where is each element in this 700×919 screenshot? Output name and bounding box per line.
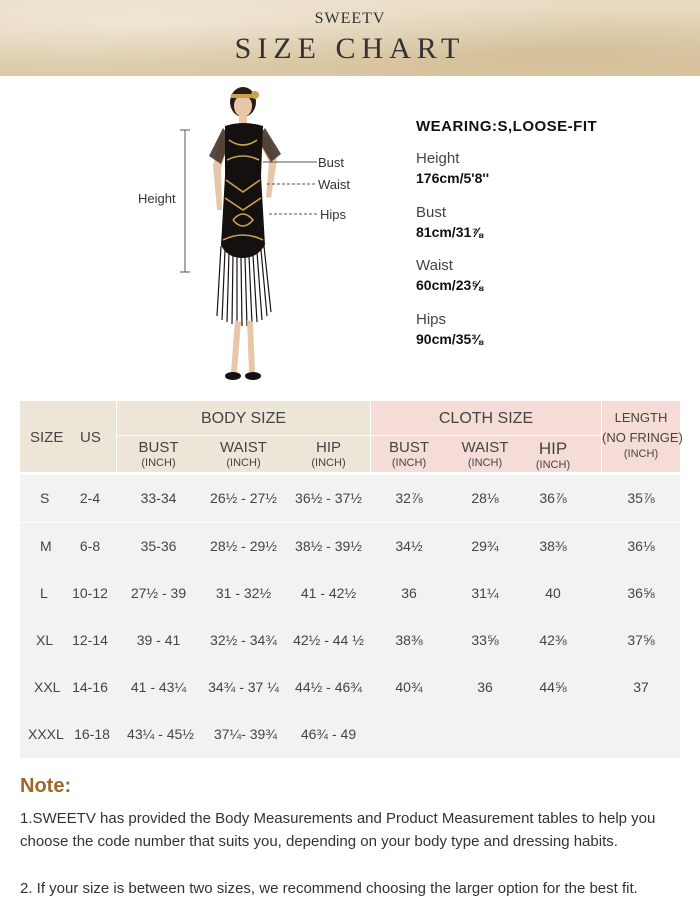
size-cell: S: [40, 490, 50, 506]
measure-lines: [255, 150, 325, 230]
cloth-bust-cell: 34½: [395, 538, 423, 554]
body-waist-cell: 26½ - 27½: [210, 490, 277, 506]
us-cell: 16-18: [74, 726, 110, 742]
cloth-size-header: CLOTH SIZE: [438, 410, 534, 427]
us-cell: 14-16: [72, 679, 108, 695]
body-hip-unit: (INCH): [311, 457, 346, 469]
cloth-hip-header: HIP: [538, 439, 568, 458]
body-bust-header: BUST: [138, 439, 179, 456]
body-waist-cell: 32½ - 34¾: [210, 632, 277, 648]
table-row: [20, 475, 680, 522]
table-row: [20, 570, 680, 617]
size-cell: XXL: [34, 679, 61, 695]
body-waist-header: WAIST: [220, 439, 267, 456]
size-cell: XL: [36, 632, 54, 648]
cloth-waist-cell: 36: [477, 679, 493, 695]
hips-measure-value: 90cm/35⅜: [416, 331, 483, 347]
waist-measure-value: 60cm/23⅝: [416, 277, 483, 293]
cloth-waist-header: WAIST: [461, 439, 509, 456]
table-row: [20, 523, 680, 570]
cloth-waist-unit: (INCH): [467, 457, 503, 469]
length-subheader: (NO FRINGE): [602, 430, 683, 445]
body-bust-cell: 41 - 43¼: [130, 679, 187, 695]
size-cell: M: [40, 538, 52, 554]
brand-name: SWEETV: [314, 10, 386, 27]
body-size-header: BODY SIZE: [200, 410, 287, 427]
us-cell: 12-14: [72, 632, 108, 648]
height-arrow: [178, 128, 192, 274]
wearing-size: WEARING:S,LOOSE-FIT: [416, 118, 598, 135]
body-bust-cell: 33-34: [140, 490, 177, 506]
length-cell: 36⅝: [627, 585, 655, 601]
cloth-waist-cell: 33⅝: [471, 632, 499, 648]
cloth-waist-cell: 29¾: [471, 538, 499, 554]
us-cell: 2-4: [79, 490, 101, 506]
header-banner: [0, 0, 700, 76]
body-bust-cell: 43¼ - 45½: [127, 726, 194, 742]
bust-label: Bust: [318, 155, 345, 170]
cloth-hip-cell: 36⅞: [539, 490, 567, 506]
size-cell: XXXL: [28, 726, 64, 742]
note-paragraph-1: 1.SWEETV has provided the Body Measurements and Product Measurement tables to help you choose the code number that suits you, depending on your body type and dressing habits.: [20, 810, 656, 850]
cloth-hip-cell: 42⅜: [539, 632, 567, 648]
us-column-header: US: [80, 429, 101, 446]
body-hip-cell: 36½ - 37½: [295, 490, 362, 506]
body-hip-cell: 38½ - 39½: [295, 538, 362, 554]
body-hip-header: HIP: [315, 439, 341, 456]
bust-measure-value: 81cm/31⅞: [416, 224, 483, 240]
length-cell: 37⅝: [627, 632, 655, 648]
length-unit: (INCH): [623, 448, 659, 460]
body-bust-unit: (INCH): [141, 457, 176, 469]
cloth-bust-cell: 40¾: [395, 679, 423, 695]
cloth-waist-cell: 31¼: [471, 585, 499, 601]
cloth-waist-cell: 28⅛: [471, 490, 499, 506]
note-paragraph-2: 2. If your size is between two sizes, we recommend choosing the larger option for the best fit.: [20, 880, 638, 897]
waist-label: Waist: [318, 177, 351, 192]
length-cell: 37: [633, 679, 649, 695]
cloth-hip-cell: 40: [545, 585, 561, 601]
height-measure-label: Height: [416, 150, 460, 167]
size-cell: L: [40, 585, 48, 601]
body-hip-cell: 42½ - 44 ½: [293, 632, 364, 648]
body-waist-cell: 34¾ - 37 ¼: [208, 679, 279, 695]
hips-label: Hips: [320, 207, 347, 222]
hips-measure-label: Hips: [416, 311, 447, 328]
us-cell: 10-12: [72, 585, 108, 601]
length-cell: 36⅛: [627, 538, 655, 554]
length-header: LENGTH: [614, 410, 668, 425]
body-hip-cell: 46¾ - 49: [300, 726, 357, 742]
table-row: [20, 711, 680, 758]
body-waist-unit: (INCH): [226, 457, 261, 469]
body-waist-cell: 37¼- 39¾: [213, 726, 278, 742]
us-cell: 6-8: [79, 538, 101, 554]
body-hip-cell: 41 - 42½: [300, 585, 357, 601]
cloth-bust-header: BUST: [388, 439, 429, 456]
waist-measure-label: Waist: [416, 257, 453, 274]
body-hip-cell: 44½ - 46¾: [295, 679, 362, 695]
body-bust-cell: 35-36: [140, 538, 177, 554]
body-bust-cell: 27½ - 39: [130, 585, 187, 601]
page-title: SIZE CHART: [234, 32, 466, 65]
body-waist-cell: 31 - 32½: [215, 585, 272, 601]
body-bust-cell: 39 - 41: [136, 632, 181, 648]
table-row: [20, 617, 680, 664]
body-waist-cell: 28½ - 29½: [210, 538, 277, 554]
table-row: [20, 664, 680, 711]
cloth-bust-cell: 38⅜: [395, 632, 423, 648]
note-title: Note:: [20, 775, 72, 797]
cloth-hip-cell: 44⅝: [539, 679, 567, 695]
height-measure-value: 176cm/5'8'': [416, 170, 490, 186]
cloth-bust-unit: (INCH): [391, 457, 427, 469]
height-label: Height: [138, 191, 176, 206]
cloth-bust-cell: 36: [401, 585, 417, 601]
size-column-header: SIZE: [30, 429, 64, 446]
length-cell: 35⅞: [627, 490, 655, 506]
cloth-hip-unit: (INCH): [535, 459, 571, 471]
cloth-hip-cell: 38⅜: [539, 538, 567, 554]
cloth-bust-cell: 32⅞: [395, 490, 423, 506]
model-photo: [195, 80, 305, 392]
bust-measure-label: Bust: [416, 204, 447, 221]
